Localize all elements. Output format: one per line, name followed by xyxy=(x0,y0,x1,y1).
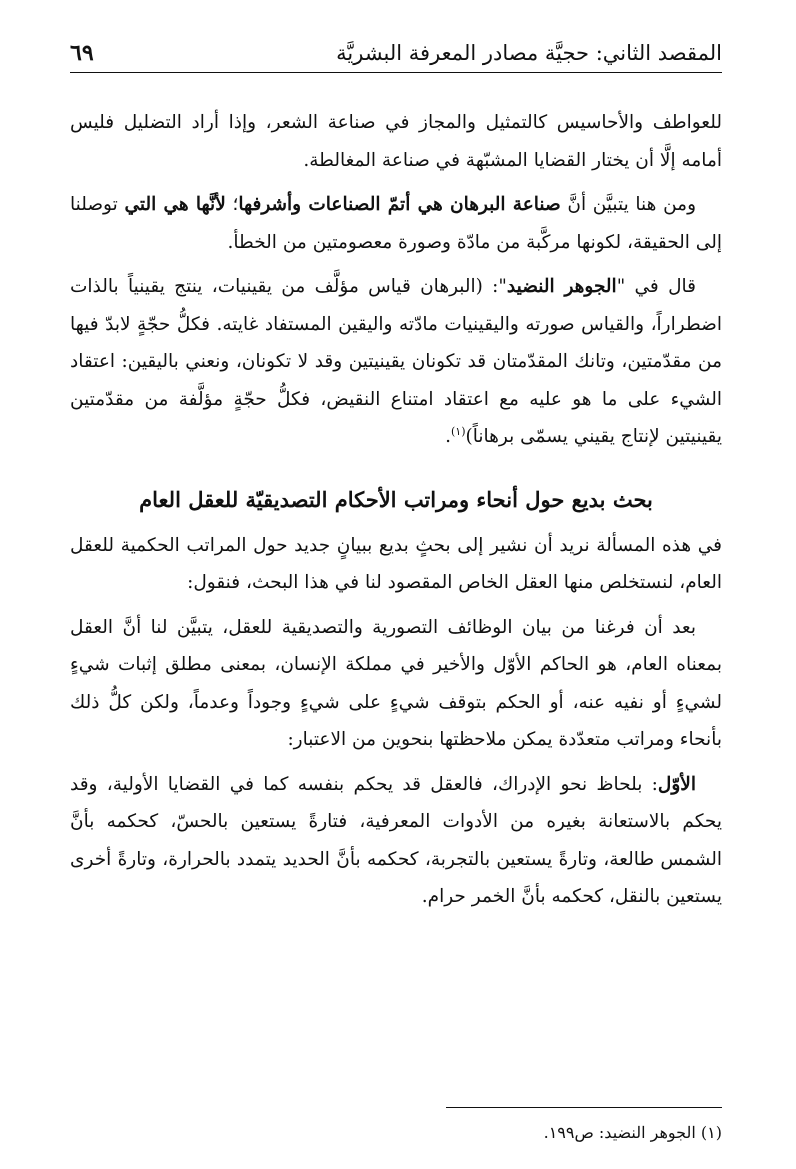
paragraph-3-lead: قال في " xyxy=(616,276,696,297)
paragraph-3-quote xyxy=(70,268,722,456)
footnote xyxy=(70,1120,722,1146)
paragraph-2-lead: ومن هنا يتبيَّن أنَّ xyxy=(560,194,697,215)
paragraph-2-bold-2: لأنَّها هي التي xyxy=(124,194,226,215)
paragraph-2-tail: توصلنا إلى الحقيقة، لكونها مركَّبة من مادّة وصورة معصومتين من الخطأ. xyxy=(70,194,722,253)
paragraph-3-end: . xyxy=(445,426,451,447)
footnote-rule xyxy=(446,1107,722,1108)
footnote-reference[interactable]: (١) xyxy=(450,424,466,438)
header-rule xyxy=(70,72,722,73)
paragraph-6-text: : بلحاظ نحو الإدراك، فالعقل قد يحكم بنفسه كما في القضايا الأولية، وقد يحكم بالاستعانة بغيره من الأدوات المعرفية، فتارةً يستعين بالحسّ، كحكمه بأنَّ الشمس طالعة، وتارةً يستعين بالتجربة، كحكمه بأنَّ الحديد يتمدد بالحرارة، وتارةً أخرى يستعين بالنقل، كحكمه بأنَّ الخمر حرام. xyxy=(70,773,722,907)
paragraph-2-bold-1: صناعة البرهان هي أتمّ الصناعات وأشرفها xyxy=(238,194,561,215)
paragraph-2-mid: ؛ xyxy=(225,194,239,215)
paragraph-2 xyxy=(70,186,722,261)
footnote-text: الجوهر النضيد: ص١٩٩. xyxy=(543,1123,701,1142)
page-body xyxy=(70,104,722,916)
paragraph-3-quote-text: ": (البرهان قياس مؤلَّف من يقينيات، ينتج يقينياً بالذات اضطراراً، والقياس صورته واليقينيات مادّته واليقين المستفاد غايته. فكلُّ حجّةٍ لابدّ فيها من مقدّمتين، وتانك المقدّمتان قد تكونان يقينيتين وقد لا تكونان، ونعني باليقين: اعتقاد الشيء على ما هو عليه مع اعتقاد امتناع النقيض، فكلُّ حجّةٍ مؤلَّفة من مقدّمتين يقينيتين لإنتاج يقيني يسمّى برهاناً) xyxy=(70,276,722,447)
paragraph-3-book-title: الجوهر النضيد xyxy=(506,276,617,297)
paragraph-1: للعواطف والأحاسيس كالتمثيل والمجاز في صناعة الشعر، وإذا أراد التضليل فليس أمامه إلَّا أن يختار القضايا المشبّهة في صناعة المغالطة. xyxy=(70,112,722,171)
paragraph-6 xyxy=(70,766,722,916)
page-number: ٦٩ xyxy=(70,40,94,66)
footnote-number: (١) xyxy=(700,1123,722,1142)
paragraph-4: في هذه المسألة نريد أن نشير إلى بحثٍ بديع ببيانٍ جديد حول المراتب الحكمية للعقل العام، لنستخلص منها العقل الخاص المقصود لنا في هذا البحث، فنقول: xyxy=(70,534,722,593)
paragraph-5: بعد أن فرغنا من بيان الوظائف التصورية والتصديقية للعقل، يتبيَّن لنا أنَّ العقل بمعناه العام، هو الحاكم الأوّل والأخير في مملكة الإنسان، بمعنى مطلق إثبات شيءٍ لشيءٍ أو نفيه عنه، أو الحكم بتوقف شيءٍ على شيءٍ وجوداً وعدماً، ولكن كلُّ ذلك بأنحاء ومراتب متعدّدة يمكن ملاحظتها بنحوين من الاعتبار: xyxy=(70,616,722,750)
running-header xyxy=(70,26,722,68)
paragraph-6-lead-term: الأوّل xyxy=(657,773,696,795)
running-title: المقصد الثاني: حجيَّة مصادر المعرفة البشريَّة xyxy=(336,41,722,65)
section-heading: بحث بديع حول أنحاء ومراتب الأحكام التصديقيّة للعقل العام xyxy=(139,486,653,512)
